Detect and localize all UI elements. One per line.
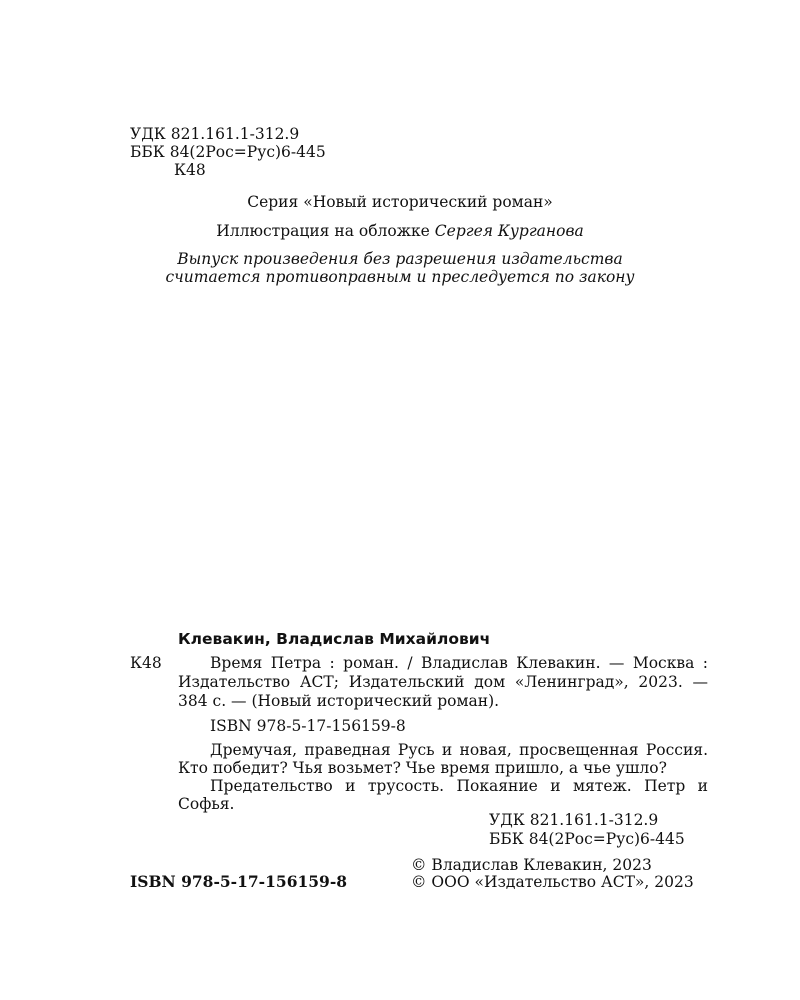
- copyright-publisher: © ООО «Издательство АСТ», 2023: [411, 873, 694, 891]
- bbk-top: ББК 84(2Рос=Рус)6-445: [130, 143, 326, 161]
- catalog-annotation-2: Предательство и трусость. Покаяние и мятеж. Петр и Софья.: [178, 777, 708, 813]
- catalog-annotation-1: Дремучая, праведная Русь и новая, просвещенная Россия. Кто победит? Чья возьмет? Чье время пришло, а чье ушло?: [178, 741, 708, 777]
- legal-notice-line-2: считается противоправным и преследуется по закону: [165, 268, 635, 286]
- copyright-author: © Владислав Клевакин, 2023: [411, 856, 652, 874]
- illustration-prefix: Иллюстрация на обложке: [216, 222, 435, 240]
- series-line: Серия «Новый исторический роман»: [247, 193, 553, 211]
- catalog-description: Время Петра : роман. / Владислав Клевакин. — Москва : Издательство АСТ; Издательский дом «Ленинград», 2023. — 384 с. — (Новый исторический роман).: [178, 654, 708, 710]
- illustration-credit: [0, 222, 800, 241]
- illustration-artist: Сергея Курганова: [434, 222, 584, 240]
- catalog-author-heading: Клевакин, Владислав Михайлович: [178, 630, 491, 648]
- author-sign-top: К48: [174, 161, 206, 179]
- footer-isbn: ISBN 978-5-17-156159-8: [130, 872, 348, 891]
- catalog-isbn: ISBN 978-5-17-156159-8: [210, 717, 406, 735]
- catalog-bbk: ББК 84(2Рос=Рус)6-445: [489, 830, 685, 848]
- udk-top: УДК 821.161.1-312.9: [130, 125, 300, 143]
- legal-notice-line-1: Выпуск произведения без разрешения издательства: [177, 250, 623, 268]
- catalog-author-sign: К48: [130, 654, 162, 672]
- catalog-udk: УДК 821.161.1-312.9: [489, 811, 659, 829]
